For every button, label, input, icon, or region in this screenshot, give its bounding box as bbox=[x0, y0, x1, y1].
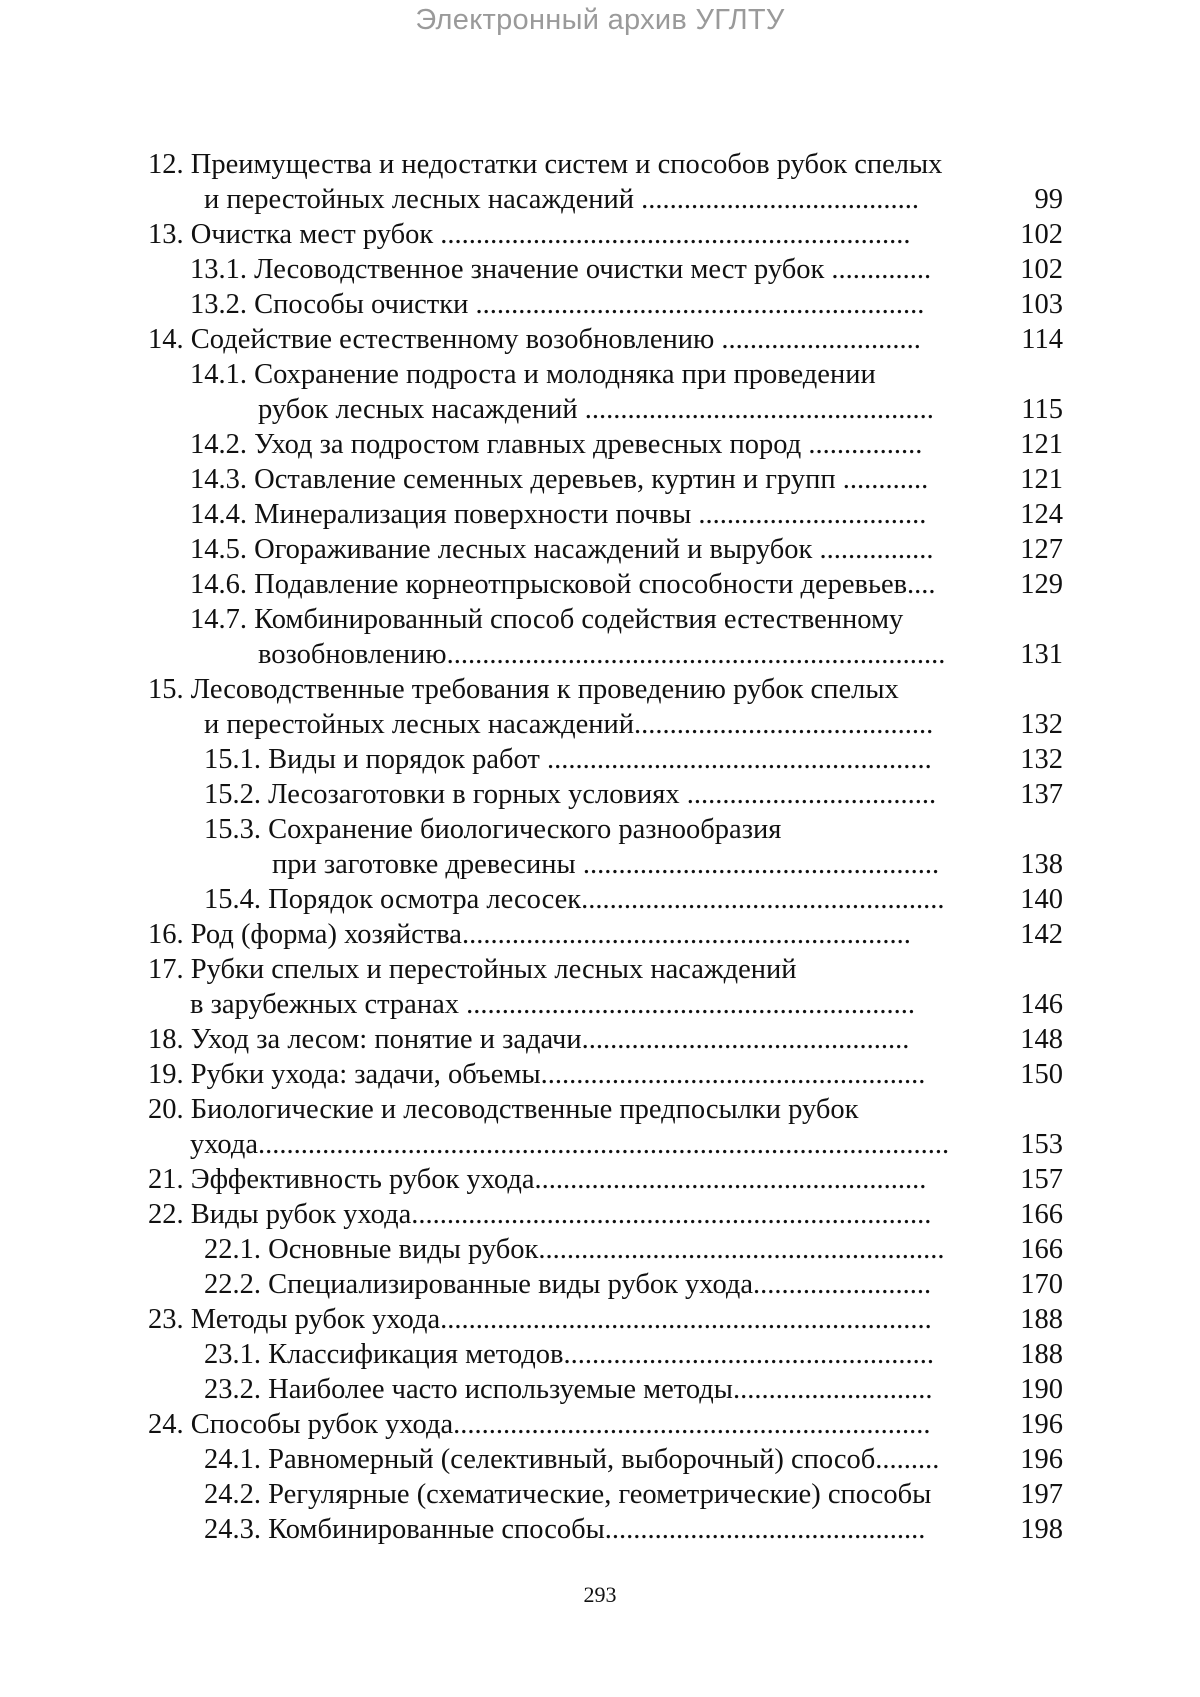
toc-entry bbox=[148, 287, 1063, 322]
toc-entry-page: 102 bbox=[1020, 219, 1063, 250]
toc-entry bbox=[148, 672, 1063, 707]
toc-entry-page: 157 bbox=[1020, 1164, 1063, 1195]
toc-entry bbox=[148, 917, 1063, 952]
toc-entry bbox=[148, 602, 1063, 637]
toc-entry bbox=[148, 1022, 1063, 1057]
toc-entry bbox=[148, 777, 1063, 812]
toc-entry-page: 121 bbox=[1020, 429, 1063, 460]
table-of-contents bbox=[148, 147, 1063, 1547]
toc-entry-page: 124 bbox=[1020, 499, 1063, 530]
toc-entry bbox=[148, 812, 1063, 847]
toc-entry bbox=[148, 1302, 1063, 1337]
toc-entry-page: 132 bbox=[1020, 744, 1063, 775]
toc-entry bbox=[148, 987, 1063, 1022]
toc-entry-title: при заготовке древесины .................................................. bbox=[272, 849, 940, 880]
toc-entry-page: 196 bbox=[1020, 1444, 1063, 1475]
toc-entry-page: 140 bbox=[1020, 884, 1063, 915]
toc-entry bbox=[148, 1232, 1063, 1267]
watermark: Электронный архив УГЛТУ bbox=[415, 4, 785, 36]
toc-entry-page: 166 bbox=[1020, 1199, 1063, 1230]
toc-entry-page: 188 bbox=[1020, 1339, 1063, 1370]
toc-entry-title: ухода................................................................................................. bbox=[190, 1129, 950, 1160]
toc-entry bbox=[148, 1197, 1063, 1232]
toc-entry bbox=[148, 1127, 1063, 1162]
toc-entry-page: 197 bbox=[1020, 1479, 1063, 1510]
toc-entry-page: 153 bbox=[1020, 1129, 1063, 1160]
toc-entry bbox=[148, 462, 1063, 497]
toc-entry-title: 12. Преимущества и недостатки систем и способов рубок спелых bbox=[148, 149, 943, 180]
toc-entry-page: 115 bbox=[1021, 394, 1063, 425]
toc-entry-page: 188 bbox=[1020, 1304, 1063, 1335]
toc-entry-title: 13.2. Способы очистки ............................................................... bbox=[190, 289, 925, 320]
toc-entry bbox=[148, 1372, 1063, 1407]
toc-entry bbox=[148, 1337, 1063, 1372]
toc-entry-title: 14.6. Подавление корнеотпрысковой способности деревьев.... bbox=[190, 569, 936, 600]
toc-entry-title: 15.1. Виды и порядок работ ...................................................... bbox=[204, 744, 932, 775]
toc-entry-title: 15.3. Сохранение биологического разнообразия bbox=[204, 814, 782, 845]
toc-entry-page: 99 bbox=[1034, 184, 1063, 215]
toc-entry bbox=[148, 357, 1063, 392]
toc-entry-title: 19. Рубки ухода: задачи, объемы...................................................... bbox=[148, 1059, 926, 1090]
toc-entry bbox=[148, 567, 1063, 602]
toc-entry-title: 14.7. Комбинированный способ содействия естественному bbox=[190, 604, 904, 635]
toc-entry-title: 22.1. Основные виды рубок......................................................... bbox=[204, 1234, 945, 1265]
toc-entry bbox=[148, 497, 1063, 532]
toc-entry-title: 23. Методы рубок ухода..................................................................... bbox=[148, 1304, 932, 1335]
toc-entry-page: 166 bbox=[1020, 1234, 1063, 1265]
toc-entry-page: 148 bbox=[1020, 1024, 1063, 1055]
toc-entry bbox=[148, 532, 1063, 567]
toc-entry-title: 14. Содействие естественному возобновлению ............................ bbox=[148, 324, 921, 355]
toc-entry bbox=[148, 1442, 1063, 1477]
toc-entry-title: 15. Лесоводственные требования к проведению рубок спелых bbox=[148, 674, 899, 705]
toc-entry bbox=[148, 1407, 1063, 1442]
toc-entry-title: 13. Очистка мест рубок .................................................................. bbox=[148, 219, 911, 250]
toc-entry-title: 16. Род (форма) хозяйства............................................................... bbox=[148, 919, 911, 950]
toc-entry-title: 20. Биологические и лесоводственные предпосылки рубок bbox=[148, 1094, 859, 1125]
toc-entry-page: 114 bbox=[1021, 324, 1063, 355]
toc-entry-page: 170 bbox=[1020, 1269, 1063, 1300]
toc-entry-title: 15.4. Порядок осмотра лесосек................................................... bbox=[204, 884, 945, 915]
toc-entry-page: 137 bbox=[1020, 779, 1063, 810]
toc-entry-page: 190 bbox=[1020, 1374, 1063, 1405]
toc-entry bbox=[148, 252, 1063, 287]
toc-entry-page: 132 bbox=[1020, 709, 1063, 740]
toc-entry-title: 15.2. Лесозаготовки в горных условиях ................................... bbox=[204, 779, 937, 810]
toc-entry bbox=[148, 1512, 1063, 1547]
toc-entry-title: 13.1. Лесоводственное значение очистки мест рубок .............. bbox=[190, 254, 932, 285]
toc-entry bbox=[148, 147, 1063, 182]
toc-entry bbox=[148, 1477, 1063, 1512]
toc-entry-page: 138 bbox=[1020, 849, 1063, 880]
toc-entry-page: 127 bbox=[1020, 534, 1063, 565]
toc-entry-title: 14.2. Уход за подростом главных древесных пород ................ bbox=[190, 429, 923, 460]
toc-entry bbox=[148, 182, 1063, 217]
toc-entry-page: 102 bbox=[1020, 254, 1063, 285]
toc-entry bbox=[148, 847, 1063, 882]
toc-entry bbox=[148, 1162, 1063, 1197]
toc-entry bbox=[148, 427, 1063, 462]
toc-entry-title: и перестойных лесных насаждений ....................................... bbox=[204, 184, 920, 215]
toc-entry-title: 14.1. Сохранение подроста и молодняка при проведении bbox=[190, 359, 876, 390]
toc-entry-page: 198 bbox=[1020, 1514, 1063, 1545]
toc-entry-title: 24. Способы рубок ухода................................................................... bbox=[148, 1409, 931, 1440]
toc-entry bbox=[148, 1267, 1063, 1302]
toc-entry-title: 14.5. Огораживание лесных насаждений и вырубок ................ bbox=[190, 534, 934, 565]
toc-entry-title: 24.1. Равномерный (селективный, выборочный) способ......... bbox=[204, 1444, 940, 1475]
toc-entry-page: 146 bbox=[1020, 989, 1063, 1020]
toc-entry bbox=[148, 217, 1063, 252]
toc-entry bbox=[148, 1057, 1063, 1092]
toc-entry bbox=[148, 707, 1063, 742]
toc-entry-page: 103 bbox=[1020, 289, 1063, 320]
toc-entry-title: 22. Виды рубок ухода......................................................................... bbox=[148, 1199, 932, 1230]
toc-entry-title: 24.3. Комбинированные способы............................................. bbox=[204, 1514, 926, 1545]
toc-entry-title: рубок лесных насаждений ................................................. bbox=[258, 394, 934, 425]
toc-entry-page: 150 bbox=[1020, 1059, 1063, 1090]
toc-entry-title: 21. Эффективность рубок ухода....................................................... bbox=[148, 1164, 927, 1195]
page-number: 293 bbox=[583, 1582, 617, 1607]
toc-entry-page: 129 bbox=[1020, 569, 1063, 600]
toc-entry-title: 14.4. Минерализация поверхности почвы ................................ bbox=[190, 499, 927, 530]
toc-entry bbox=[148, 882, 1063, 917]
toc-entry-page: 131 bbox=[1020, 639, 1063, 670]
toc-entry-title: 17. Рубки спелых и перестойных лесных насаждений bbox=[148, 954, 797, 985]
toc-entry-title: 24.2. Регулярные (схематические, геометрические) способы bbox=[204, 1479, 932, 1510]
toc-entry-title: 14.3. Оставление семенных деревьев, куртин и групп ............ bbox=[190, 464, 929, 495]
toc-entry-page: 196 bbox=[1020, 1409, 1063, 1440]
toc-entry-page: 121 bbox=[1020, 464, 1063, 495]
toc-entry bbox=[148, 742, 1063, 777]
toc-entry bbox=[148, 392, 1063, 427]
toc-entry bbox=[148, 637, 1063, 672]
toc-entry-title: 18. Уход за лесом: понятие и задачи.............................................. bbox=[148, 1024, 910, 1055]
toc-entry-title: в зарубежных странах ............................................................... bbox=[190, 989, 915, 1020]
toc-entry-title: возобновлению...................................................................... bbox=[258, 639, 946, 670]
toc-entry-title: 23.1. Классификация методов.................................................... bbox=[204, 1339, 934, 1370]
toc-entry-page: 142 bbox=[1020, 919, 1063, 950]
toc-entry-title: 23.2. Наиболее часто используемые методы............................ bbox=[204, 1374, 933, 1405]
toc-entry bbox=[148, 952, 1063, 987]
toc-entry-title: 22.2. Специализированные виды рубок ухода......................... bbox=[204, 1269, 932, 1300]
toc-entry bbox=[148, 1092, 1063, 1127]
toc-entry bbox=[148, 322, 1063, 357]
toc-entry-title: и перестойных лесных насаждений.......................................... bbox=[204, 709, 934, 740]
